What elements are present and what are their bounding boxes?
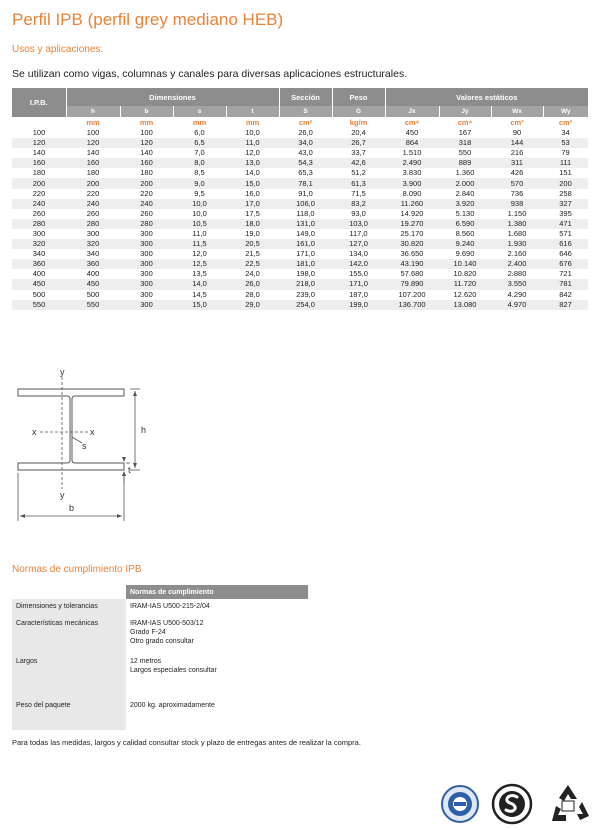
ipb-size-cell: 120 xyxy=(12,138,66,148)
table-cell: 10,5 xyxy=(173,219,226,229)
table-cell: 14,5 xyxy=(192,289,207,299)
table-cell: 200 xyxy=(120,178,173,188)
table-cell: 781 xyxy=(543,279,588,289)
table-cell: 127,0 xyxy=(332,239,385,249)
table-cell: 12,0 xyxy=(192,249,207,259)
table-cell: 3.900 xyxy=(385,178,439,188)
table-cell: 12.620 xyxy=(453,289,477,299)
table-cell: 187,0 xyxy=(349,289,368,299)
table-row xyxy=(12,219,588,229)
table-cell: 4.290 xyxy=(507,289,527,299)
normas-line: IRAM-IAS U500-503/12 xyxy=(130,620,204,627)
page-title: Perfil IPB (perfil grey mediano HEB) xyxy=(12,10,284,29)
column-header: t xyxy=(226,106,279,117)
table-cell: 300 xyxy=(120,300,173,310)
table-cell: 889 xyxy=(439,158,491,168)
table-cell: 311 xyxy=(491,158,543,168)
table-cell: 93,0 xyxy=(351,208,366,218)
normas-header-blank xyxy=(12,585,126,599)
table-cell: 8,5 xyxy=(194,168,205,178)
table-cell: 34,0 xyxy=(279,138,332,148)
table-cell: 16,0 xyxy=(245,188,260,198)
table-cell: 79 xyxy=(561,148,570,158)
normas-line: Largos especiales consultar xyxy=(130,667,217,674)
table-cell: 134,0 xyxy=(349,249,368,259)
ipb-size-cell: 300 xyxy=(32,228,46,238)
normas-header: Normas de cumplimiento xyxy=(126,585,308,599)
table-cell: 33,7 xyxy=(351,148,366,158)
table-cell: 118,0 xyxy=(296,208,315,218)
table-cell: 340 xyxy=(86,249,100,259)
ipb-size-cell: 240 xyxy=(12,199,66,209)
table-cell: 300 xyxy=(140,269,153,279)
column-header: h xyxy=(66,106,120,117)
ipb-size-cell: 500 xyxy=(32,289,46,299)
certification-seal-icon xyxy=(442,786,478,822)
table-cell: 17,0 xyxy=(226,199,279,209)
table-cell: 14.920 xyxy=(400,208,424,218)
table-body xyxy=(12,117,588,310)
table-cell: 149,0 xyxy=(296,228,315,238)
table-row xyxy=(12,300,588,310)
y-bottom-label: y xyxy=(60,490,65,500)
table-cell: 4.970 xyxy=(491,300,543,310)
table-cell: 107.200 xyxy=(398,289,426,299)
table-cell: 12,0 xyxy=(245,148,260,158)
table-cell: 1.930 xyxy=(491,239,543,249)
ipb-size-cell: 260 xyxy=(32,208,46,218)
table-cell: 827 xyxy=(543,300,588,310)
table-cell: 360 xyxy=(66,259,120,269)
column-header: G xyxy=(332,106,385,117)
table-cell: 160 xyxy=(120,158,173,168)
table-cell: 9.690 xyxy=(455,249,475,259)
table-cell: 140 xyxy=(140,148,153,158)
x-right-label: x xyxy=(90,427,95,437)
group-header: Valores estáticos xyxy=(385,88,588,106)
unit-cell: mm xyxy=(66,117,120,128)
table-cell: 550 xyxy=(458,148,472,158)
table-row xyxy=(12,290,588,300)
unit-cell: cm³ xyxy=(543,117,588,128)
ipb-size-cell: 220 xyxy=(32,188,46,198)
table-cell: 8,0 xyxy=(173,158,226,168)
table-cell: 136.700 xyxy=(385,300,439,310)
table-cell: 17,5 xyxy=(245,208,260,218)
table-cell: 1.680 xyxy=(507,228,527,238)
unit-cell: cm³ xyxy=(491,117,543,128)
table-cell: 198,0 xyxy=(296,269,315,279)
table-cell: 260 xyxy=(140,208,153,218)
table-cell: 2.400 xyxy=(491,259,543,269)
ipb-size-cell: 320 xyxy=(12,239,66,249)
table-cell: 36.650 xyxy=(400,249,424,259)
table-cell: 11,0 xyxy=(192,228,207,238)
section-subtitle: Usos y aplicaciones: xyxy=(12,44,104,55)
table-cell: 721 xyxy=(559,269,572,279)
table-row xyxy=(12,168,588,178)
table-cell: 91,0 xyxy=(298,188,313,198)
s-seal-icon xyxy=(493,785,531,823)
b-label: b xyxy=(69,503,75,513)
table-cell: 300 xyxy=(140,249,153,259)
ipb-size-cell: 180 xyxy=(32,168,46,178)
table-cell: 7,0 xyxy=(194,148,205,158)
table-cell: 10,0 xyxy=(173,199,226,209)
table-cell: 646 xyxy=(559,249,572,259)
table-cell: 450 xyxy=(405,128,419,138)
table-row xyxy=(12,178,588,188)
table-row xyxy=(12,279,588,289)
table-cell: 239,0 xyxy=(296,289,315,299)
table-cell: 736 xyxy=(510,188,524,198)
table-cell: 300 xyxy=(140,289,153,299)
table-row xyxy=(12,239,588,249)
table-cell: 450 xyxy=(66,279,120,289)
table-cell: 34 xyxy=(561,128,570,138)
table-cell: 167 xyxy=(458,128,472,138)
table-cell: 28,0 xyxy=(245,289,260,299)
table-cell: 1.150 xyxy=(507,208,527,218)
normas-row-label: Características mecánicas xyxy=(12,616,126,654)
table-cell: 240 xyxy=(66,199,120,209)
table-cell: 471 xyxy=(543,219,588,229)
table-cell: 106,0 xyxy=(279,199,332,209)
table-cell: 6,0 xyxy=(194,128,205,138)
table-cell: 29,0 xyxy=(226,300,279,310)
table-cell: 160 xyxy=(66,158,120,168)
table-cell: 300 xyxy=(86,228,100,238)
table-cell: 19.270 xyxy=(385,219,439,229)
unit-cell: cm² xyxy=(279,117,332,128)
table-cell: 3.830 xyxy=(402,168,422,178)
normas-row-value xyxy=(126,616,308,654)
table-cell: 79.890 xyxy=(385,279,439,289)
table-cell: 53 xyxy=(543,138,588,148)
table-cell: 220 xyxy=(86,188,100,198)
ipb-size-cell: 200 xyxy=(12,178,66,188)
table-cell: 10,0 xyxy=(192,208,207,218)
unit-cell: kg/m xyxy=(332,117,385,128)
group-header: Dimensiones xyxy=(66,88,279,106)
table-cell: 26,0 xyxy=(226,279,279,289)
h-label: h xyxy=(141,425,147,435)
ipb-size-cell: 100 xyxy=(32,128,46,138)
table-cell: 19,0 xyxy=(245,228,260,238)
table-cell: 142,0 xyxy=(332,259,385,269)
table-row xyxy=(12,259,588,269)
table-cell: 24,0 xyxy=(245,269,260,279)
unit-cell: mm xyxy=(226,117,279,128)
table-cell: 6.590 xyxy=(439,219,491,229)
table-cell: 9.240 xyxy=(439,239,491,249)
ipb-size-cell: 360 xyxy=(12,259,66,269)
table-cell: 280 xyxy=(120,219,173,229)
table-row xyxy=(12,199,588,209)
table-cell: 161,0 xyxy=(279,239,332,249)
table-cell: 10.140 xyxy=(439,259,491,269)
table-cell: 103,0 xyxy=(332,219,385,229)
table-cell: 90 xyxy=(512,128,522,138)
table-cell: 20,5 xyxy=(226,239,279,249)
table-cell: 220 xyxy=(140,188,153,198)
normas-line: 2000 kg. aproximadamente xyxy=(130,702,215,709)
table-cell: 200 xyxy=(66,178,120,188)
normas-row-label: Peso del paquete xyxy=(12,698,126,730)
table-cell: 199,0 xyxy=(332,300,385,310)
table-cell: 120 xyxy=(120,138,173,148)
table-cell: 2.840 xyxy=(455,188,475,198)
recycle-icon xyxy=(552,785,589,821)
table-cell: 240 xyxy=(120,199,173,209)
table-cell: 13,5 xyxy=(192,269,207,279)
table-cell: 13,0 xyxy=(226,158,279,168)
table-cell: 144 xyxy=(491,138,543,148)
ipb-size-cell: 550 xyxy=(12,300,66,310)
table-cell: 300 xyxy=(120,279,173,289)
normas-row-value xyxy=(126,698,308,730)
table-cell: 1.380 xyxy=(491,219,543,229)
table-cell: 938 xyxy=(491,199,543,209)
table-cell: 320 xyxy=(66,239,120,249)
table-cell: 3.920 xyxy=(439,199,491,209)
table-cell: 61,3 xyxy=(332,178,385,188)
column-header: s xyxy=(173,106,226,117)
s-label: s xyxy=(82,441,87,451)
normas-table xyxy=(12,585,308,730)
table-cell: 8.090 xyxy=(402,188,422,198)
table-cell: 54,3 xyxy=(279,158,332,168)
intro-text: Se utilizan como vigas, columnas y canales para diversas aplicaciones estructurales. xyxy=(12,68,408,80)
ipb-size-cell: 160 xyxy=(12,158,66,168)
table-cell: 180 xyxy=(86,168,100,178)
table-cell: 65,3 xyxy=(298,168,313,178)
table-cell: 11,0 xyxy=(226,138,279,148)
table-cell: 151 xyxy=(559,168,572,178)
table-cell: 395 xyxy=(559,208,572,218)
y-top-label: y xyxy=(60,367,65,377)
certification-logos xyxy=(440,780,595,828)
table-cell: 131,0 xyxy=(279,219,332,229)
table-cell: 15,0 xyxy=(173,300,226,310)
table-cell: 12,5 xyxy=(173,259,226,269)
table-cell: 2.160 xyxy=(507,249,527,259)
table-cell: 42,6 xyxy=(332,158,385,168)
ipb-table xyxy=(12,88,588,310)
table-row xyxy=(12,189,588,199)
ipb-size-cell: 340 xyxy=(32,249,46,259)
table-row xyxy=(12,229,588,239)
table-cell: 26,7 xyxy=(332,138,385,148)
normas-row-label: Largos xyxy=(12,654,126,698)
table-cell: 318 xyxy=(439,138,491,148)
table-cell: 2.000 xyxy=(439,178,491,188)
table-cell: 120 xyxy=(66,138,120,148)
table-cell: 83,2 xyxy=(332,199,385,209)
column-header: b xyxy=(120,106,173,117)
table-cell: 43,0 xyxy=(298,148,313,158)
column-header: Wy xyxy=(543,106,588,117)
x-left-label: x xyxy=(32,427,37,437)
table-cell: 10,0 xyxy=(245,128,260,138)
table-cell: 676 xyxy=(543,259,588,269)
unit-cell: mm xyxy=(173,117,226,128)
table-cell: 14,0 xyxy=(173,279,226,289)
table-cell: 6,5 xyxy=(173,138,226,148)
table-cell: 216 xyxy=(510,148,524,158)
table-cell: 9,5 xyxy=(194,188,205,198)
table-cell: 254,0 xyxy=(279,300,332,310)
table-row xyxy=(12,209,588,219)
table-cell: 300 xyxy=(120,259,173,269)
ipb-size-cell: 400 xyxy=(32,269,46,279)
unit-cell: cm⁴ xyxy=(385,117,439,128)
table-row xyxy=(12,128,588,138)
footnote: Para todas las medidas, largos y calidad consultar stock y plazo de entregas antes de realizar la compra. xyxy=(12,738,361,747)
table-cell: 111 xyxy=(543,158,588,168)
table-cell: 155,0 xyxy=(349,269,368,279)
table-cell: 20,4 xyxy=(351,128,366,138)
normas-row-value xyxy=(126,599,308,616)
table-row xyxy=(12,249,588,259)
t-label: t xyxy=(128,465,131,475)
ipb-size-cell: 140 xyxy=(32,148,46,158)
normas-line: IRAM-IAS U500-215-2/04 xyxy=(130,603,210,610)
table-cell: 1.510 xyxy=(402,148,422,158)
table-cell: 22,5 xyxy=(226,259,279,269)
ipb-header: I.P.B. xyxy=(12,88,66,117)
table-cell: 18,0 xyxy=(226,219,279,229)
group-header: Sección xyxy=(279,88,332,106)
table-cell: 10.820 xyxy=(453,269,477,279)
ipb-size-cell: 450 xyxy=(12,279,66,289)
table-cell: 15,0 xyxy=(226,178,279,188)
table-cell: 171,0 xyxy=(332,279,385,289)
table-cell: 842 xyxy=(559,289,572,299)
table-cell: 43.190 xyxy=(385,259,439,269)
table-cell: 571 xyxy=(559,228,572,238)
table-cell: 11.720 xyxy=(439,279,491,289)
table-cell: 21,5 xyxy=(245,249,260,259)
ipb-size-cell: 280 xyxy=(12,219,66,229)
group-header: Peso xyxy=(332,88,385,106)
units-row xyxy=(12,117,588,128)
table-row xyxy=(12,269,588,279)
table-cell: 500 xyxy=(86,289,100,299)
table-cell: 280 xyxy=(66,219,120,229)
table-cell: 3.550 xyxy=(491,279,543,289)
table-cell: 140 xyxy=(86,148,100,158)
normas-row-value xyxy=(126,654,308,698)
table-cell: 550 xyxy=(66,300,120,310)
table-cell: 1.360 xyxy=(455,168,475,178)
unit-cell: cm⁴ xyxy=(439,117,491,128)
table-cell: 400 xyxy=(86,269,100,279)
table-cell: 180 xyxy=(140,168,153,178)
table-cell: 11.260 xyxy=(385,199,439,209)
table-cell: 181,0 xyxy=(279,259,332,269)
table-cell: 218,0 xyxy=(279,279,332,289)
table-cell: 71,5 xyxy=(351,188,366,198)
table-cell: 26,0 xyxy=(298,128,313,138)
normas-line: 12 metros xyxy=(130,658,162,665)
table-cell: 300 xyxy=(140,228,153,238)
table-row xyxy=(12,158,588,168)
table-cell: 117,0 xyxy=(349,228,368,238)
column-header: Jx xyxy=(385,106,439,117)
table-cell: 200 xyxy=(543,178,588,188)
table-cell: 171,0 xyxy=(296,249,315,259)
table-cell: 426 xyxy=(510,168,524,178)
column-header: Wx xyxy=(491,106,543,117)
table-cell: 57.680 xyxy=(400,269,424,279)
table-cell: 100 xyxy=(86,128,100,138)
table-cell: 260 xyxy=(86,208,100,218)
table-cell: 9,0 xyxy=(173,178,226,188)
table-cell: 570 xyxy=(491,178,543,188)
table-cell: 11,5 xyxy=(173,239,226,249)
normas-row-label: Dimensiones y tolerancias xyxy=(12,599,126,616)
table-cell: 14,0 xyxy=(245,168,260,178)
table-cell: 864 xyxy=(385,138,439,148)
table-cell: 5.130 xyxy=(455,208,475,218)
units-empty-cell xyxy=(12,117,66,128)
table-cell: 25.170 xyxy=(400,228,424,238)
table-cell: 2.880 xyxy=(507,269,527,279)
table-cell: 51,2 xyxy=(351,168,366,178)
table-cell: 2.490 xyxy=(385,158,439,168)
table-cell: 30.820 xyxy=(385,239,439,249)
unit-cell: mm xyxy=(120,117,173,128)
table-cell: 616 xyxy=(543,239,588,249)
table-row xyxy=(12,148,588,158)
ipb-profile-diagram xyxy=(12,365,182,525)
table-cell: 8.560 xyxy=(455,228,475,238)
normas-line: Grado F-24 xyxy=(130,629,166,636)
table-row xyxy=(12,138,588,148)
table-cell: 300 xyxy=(120,239,173,249)
table-cell: 258 xyxy=(559,188,572,198)
table-cell: 13.080 xyxy=(439,300,491,310)
table-cell: 78,1 xyxy=(279,178,332,188)
column-header: Jy xyxy=(439,106,491,117)
normas-line: Otro grado consultar xyxy=(130,638,194,645)
column-header: S xyxy=(279,106,332,117)
normas-title: Normas de cumplimiento IPB xyxy=(12,564,142,575)
table-cell: 100 xyxy=(140,128,153,138)
table-cell: 327 xyxy=(543,199,588,209)
